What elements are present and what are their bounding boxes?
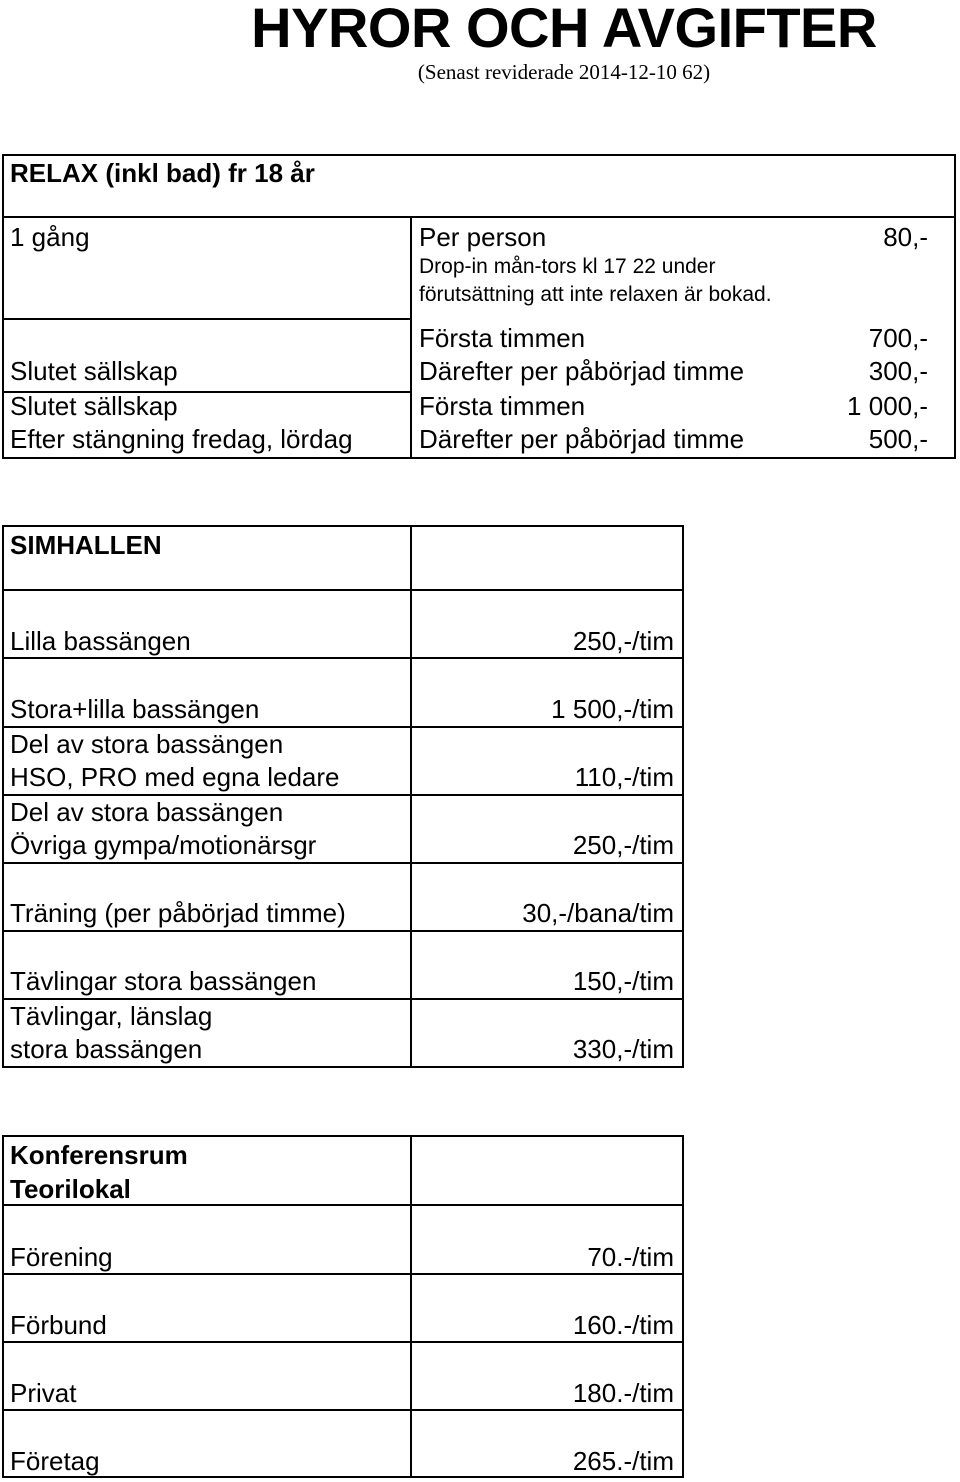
konferens-divider	[2, 1273, 684, 1275]
relax-row1-price: 80,-	[883, 222, 928, 252]
relax-row1-desc: Per person	[419, 222, 547, 252]
relax-row2-label: Slutet sällskap	[10, 356, 178, 386]
simhallen-row-price: 250,-/tim	[572, 626, 674, 656]
relax-divider	[2, 318, 410, 320]
simhallen-row-price: 30,-/bana/tim	[522, 898, 674, 928]
simhallen-row-label: Övriga gympa/motionärsgr	[10, 830, 317, 860]
relax-row2-desc: Därefter per påbörjad timme	[419, 356, 745, 386]
simhallen-row-price: 250,-/tim	[572, 830, 674, 860]
konferens-heading: Teorilokal	[10, 1174, 131, 1204]
simhallen-row-label: Lilla bassängen	[10, 626, 191, 656]
simhallen-row-label: Stora+lilla bassängen	[10, 694, 260, 724]
konferens-divider	[2, 1341, 684, 1343]
simhallen-row-price: 1 500,-/tim	[551, 694, 674, 724]
relax-row3-desc: Därefter per påbörjad timme	[419, 424, 745, 454]
simhallen-divider	[2, 862, 684, 864]
simhallen-divider	[2, 657, 684, 659]
relax-divider	[2, 216, 956, 218]
page-title: HYROR OCH AVGIFTER	[251, 0, 877, 59]
konferens-row-price: 160.-/tim	[572, 1310, 674, 1340]
simhallen-heading: SIMHALLEN	[10, 530, 162, 560]
konferens-row-label: Privat	[10, 1378, 77, 1408]
relax-row2-price: 300,-	[868, 356, 928, 386]
simhallen-divider	[2, 998, 684, 1000]
simhallen-divider	[2, 794, 684, 796]
relax-row1-label: 1 gång	[10, 222, 90, 252]
simhallen-row-label: Del av stora bassängen	[10, 729, 284, 759]
konferens-row-label: Förbund	[10, 1310, 107, 1340]
konferens-row-label: Förening	[10, 1242, 113, 1272]
simhallen-row-label: Del av stora bassängen	[10, 797, 284, 827]
simhallen-divider	[2, 726, 684, 728]
konferens-row-price: 70.-/tim	[587, 1242, 674, 1272]
simhallen-divider	[2, 589, 684, 591]
simhallen-row-label: Tävlingar, länslag	[10, 1001, 213, 1031]
konferens-column-divider	[410, 1135, 412, 1478]
relax-row2-desc: Första timmen	[419, 323, 586, 353]
relax-column-divider	[410, 216, 412, 459]
relax-row3-price: 500,-	[868, 424, 928, 454]
konferens-divider	[2, 1409, 684, 1411]
relax-row3-desc: Första timmen	[419, 391, 586, 421]
relax-row3-label: Slutet sällskap	[10, 391, 178, 421]
relax-row1-note: förutsättning att inte relaxen är bokad.	[419, 283, 772, 306]
konferens-row-label: Företag	[10, 1446, 100, 1476]
simhallen-row-price: 330,-/tim	[572, 1034, 674, 1064]
konferens-row-price: 180.-/tim	[572, 1378, 674, 1408]
konferens-heading: Konferensrum	[10, 1140, 188, 1170]
simhallen-row-price: 150,-/tim	[572, 966, 674, 996]
simhallen-row-label: HSO, PRO med egna ledare	[10, 762, 340, 792]
revision-date: (Senast reviderade 2014-12-10 62)	[417, 60, 711, 84]
simhallen-divider	[2, 930, 684, 932]
relax-heading: RELAX (inkl bad) fr 18 år	[10, 158, 315, 188]
simhallen-row-label: Tävlingar stora bassängen	[10, 966, 317, 996]
relax-row3-label: Efter stängning fredag, lördag	[10, 424, 353, 454]
relax-row3-price: 1 000,-	[847, 391, 928, 421]
konferens-row-price: 265.-/tim	[572, 1446, 674, 1476]
relax-row2-price: 700,-	[868, 323, 928, 353]
simhallen-row-label: stora bassängen	[10, 1034, 203, 1064]
simhallen-row-price: 110,-/tim	[574, 762, 674, 792]
relax-row1-note: Drop-in mån-tors kl 17 22 under	[419, 255, 716, 278]
konferens-divider	[2, 1204, 684, 1206]
simhallen-row-label: Träning (per påbörjad timme)	[10, 898, 346, 928]
